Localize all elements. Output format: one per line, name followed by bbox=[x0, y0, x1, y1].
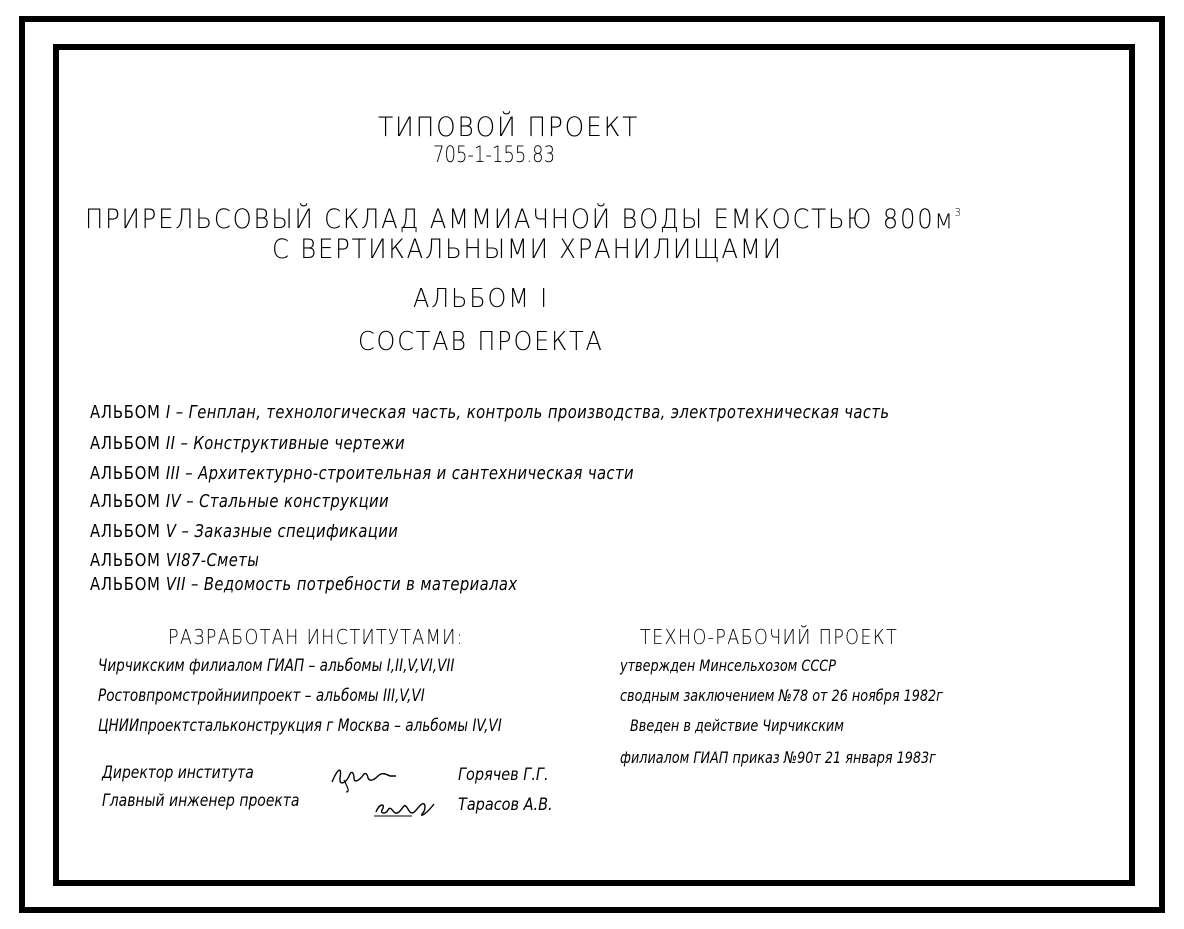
album-label: АЛЬБОМ bbox=[90, 550, 161, 571]
director-signature bbox=[328, 760, 400, 794]
developer-line: Чирчикским филиалом ГИАП – альбомы I,II,V,VI,VII bbox=[98, 656, 455, 676]
album-row bbox=[90, 576, 518, 594]
album-row bbox=[90, 435, 405, 453]
album-number: IV bbox=[165, 491, 182, 512]
album-text: – Генплан, технологическая часть, контроль производства, электротехническая часть bbox=[175, 402, 890, 423]
project-name-line1-text: ПРИРЕЛЬСОВЫЙ СКЛАД АММИАЧНОЙ ВОДЫ ЕМКОСТЬЮ 800м bbox=[85, 204, 955, 235]
album-text: – Заказные спецификации bbox=[181, 521, 399, 542]
album-label: АЛЬБОМ bbox=[90, 521, 161, 542]
project-name-line1 bbox=[85, 206, 961, 233]
album-text: – Архитектурно-строительная и сантехническая части bbox=[185, 463, 634, 484]
album-row bbox=[90, 523, 398, 541]
album-text: – Стальные конструкции bbox=[186, 491, 390, 512]
project-number: 705-1-155.83 bbox=[433, 143, 556, 168]
album-row bbox=[90, 493, 389, 511]
techwork-title: ТЕХНО-РАБОЧИЙ ПРОЕКТ bbox=[640, 625, 899, 649]
album-label: АЛЬБОМ bbox=[90, 463, 161, 484]
approval-line: утвержден Минсельхозом СССР bbox=[620, 656, 836, 675]
approval-line: филиалом ГИАП приказ №90т 21 января 1983г bbox=[620, 748, 936, 767]
approval-line: сводным заключением №78 от 26 ноября 1982г bbox=[620, 686, 943, 705]
director-label: Директор института bbox=[102, 763, 254, 783]
director-name: Горячев Г.Г. bbox=[458, 765, 549, 785]
album-number: V bbox=[165, 521, 177, 542]
cubic-superscript: 3 bbox=[954, 206, 961, 219]
album-label: АЛЬБОМ bbox=[90, 491, 161, 512]
developer-line: ЦНИИпроектстальконструкция г Москва – альбомы IV,VI bbox=[98, 716, 502, 736]
album-row bbox=[90, 404, 890, 422]
album-number: VI bbox=[165, 550, 182, 571]
album-number: II bbox=[165, 433, 176, 454]
album-text: 87-Сметы bbox=[181, 550, 260, 571]
album-text: – Конструктивные чертежи bbox=[180, 433, 405, 454]
chief-engineer-name: Тарасов А.В. bbox=[458, 795, 553, 815]
album-label: АЛЬБОМ bbox=[90, 574, 161, 595]
album-number: III bbox=[165, 463, 181, 484]
album-label: АЛЬБОМ bbox=[90, 402, 161, 423]
album-row bbox=[90, 552, 259, 570]
album-label: АЛЬБОМ bbox=[90, 433, 161, 454]
album-number: I bbox=[165, 402, 171, 423]
composition-title: СОСТАВ ПРОЕКТА bbox=[358, 327, 604, 357]
album-number: VII bbox=[165, 574, 186, 595]
typical-project-title: ТИПОВОЙ ПРОЕКТ bbox=[378, 112, 640, 143]
chief-engineer-label: Главный инженер проекта bbox=[102, 791, 300, 811]
project-name-line2: С ВЕРТИКАЛЬНЫМИ ХРАНИЛИЩАМИ bbox=[272, 234, 783, 265]
album-text: – Ведомость потребности в материалах bbox=[190, 574, 518, 595]
chief-engineer-signature bbox=[372, 796, 438, 822]
developer-line: Ростовпромстройниипроект – альбомы III,V,VI bbox=[98, 686, 425, 706]
approval-line: Введен в действие Чирчикским bbox=[630, 716, 844, 735]
album-title: АЛЬБОМ I bbox=[413, 284, 550, 314]
developed-by-title: РАЗРАБОТАН ИНСТИТУТАМИ: bbox=[168, 625, 464, 649]
album-row bbox=[90, 465, 634, 483]
